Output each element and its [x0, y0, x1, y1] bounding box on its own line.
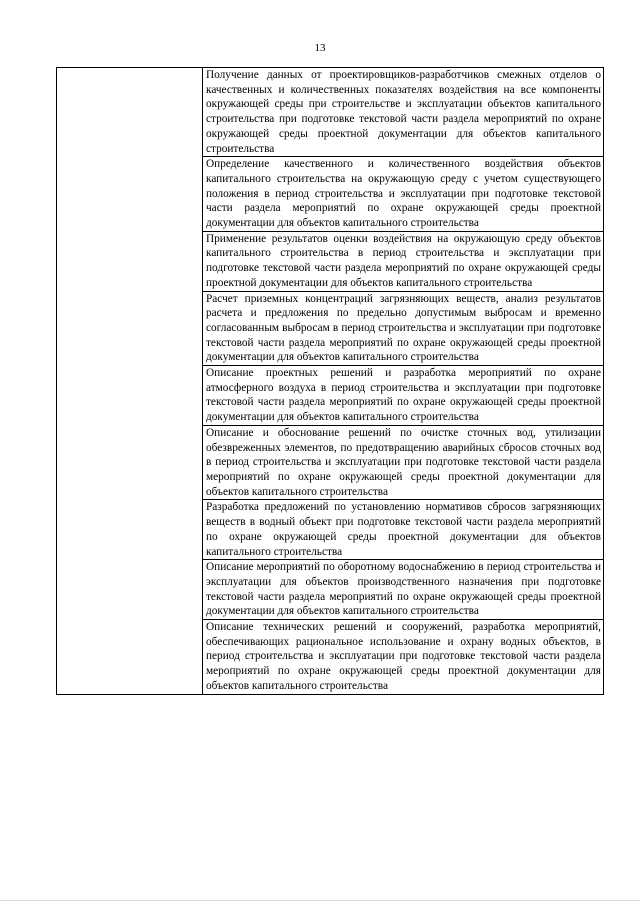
row-text: Определение качественного и количественного воздействия объектов капитального строительства на окружающую среду с учетом существующего положения в период строительства и эксплуатации при подготовке текстовой части раздела мероприятий по охране окружающей среды проектной документации для объектов капитального строительства [206, 158, 601, 230]
row-text: Разработка предложений по установлению нормативов сбросов загрязняющих веществ в водный объект при подготовке текстовой части раздела мероприятий по охране окружающей среды проектной документации для объектов капитального строительства [206, 501, 601, 558]
table-cell [203, 425, 604, 500]
table-cell [203, 560, 604, 620]
table-cell [203, 500, 604, 560]
page-edge [0, 900, 640, 901]
table-cell [203, 620, 604, 695]
row-text: Описание и обоснование решений по очистке сточных вод, утилизации обезвреженных элементов, по предотвращению аварийных сбросов сточных вод в период строительства и эксплуатации при подготовке текстовой части раздела мероприятий по охране окружающей среды проектной документации для объектов капитального строительства [206, 426, 601, 498]
row-text: Применение результатов оценки воздействия на окружающую среду объектов капитального строительства в период строительства и эксплуатации при подготовке текстовой части раздела мероприятий по охране окружающей среды проектной документации для объектов капитального строительства [206, 232, 601, 289]
row-text: Описание мероприятий по оборотному водоснабжению в период строительства и эксплуатации для объектов производственного назначения при подготовке текстовой части раздела мероприятий по охране окружающей среды проектной документации для объектов капитального строительства [206, 561, 601, 618]
row-text: Получение данных от проектировщиков-разработчиков смежных отделов о качественных и количественных показателях воздействия на все компоненты окружающей среды при строительстве и эксплуатации объектов капитального строительства при подготовке текстовой части раздела мероприятий по охране окружающей среды проектной документации для объектов капитального строительства [206, 69, 601, 155]
row-text: Расчет приземных концентраций загрязняющих веществ, анализ результатов расчета и предложения по предельно допустимым выбросам и временно согласованным выбросам в период строительства и эксплуатации при подготовке текстовой части раздела мероприятий по охране окружающей среды проектной документации для объектов капитального строительства [206, 292, 601, 364]
table-cell [203, 366, 604, 426]
table-cell [203, 231, 604, 291]
row-text: Описание технических решений и сооружений, разработка мероприятий, обеспечивающих рациональное использование и охрану водных объектов, в период строительства и эксплуатации при подготовке текстовой части раздела мероприятий по охране окружающей среды проектной документации для объектов капитального строительства [206, 621, 601, 692]
page-number: 13 [314, 42, 326, 54]
left-column-cell [57, 68, 203, 695]
table-cell [203, 68, 604, 157]
table-cell [203, 157, 604, 232]
table-row [57, 68, 604, 157]
table-cell [203, 291, 604, 366]
row-text: Описание проектных решений и разработка мероприятий по охране атмосферного воздуха в период строительства и эксплуатации при подготовке текстовой части раздела мероприятий по охране окружающей среды проектной документации для объектов капитального строительства [206, 367, 601, 424]
activities-table [56, 67, 604, 695]
